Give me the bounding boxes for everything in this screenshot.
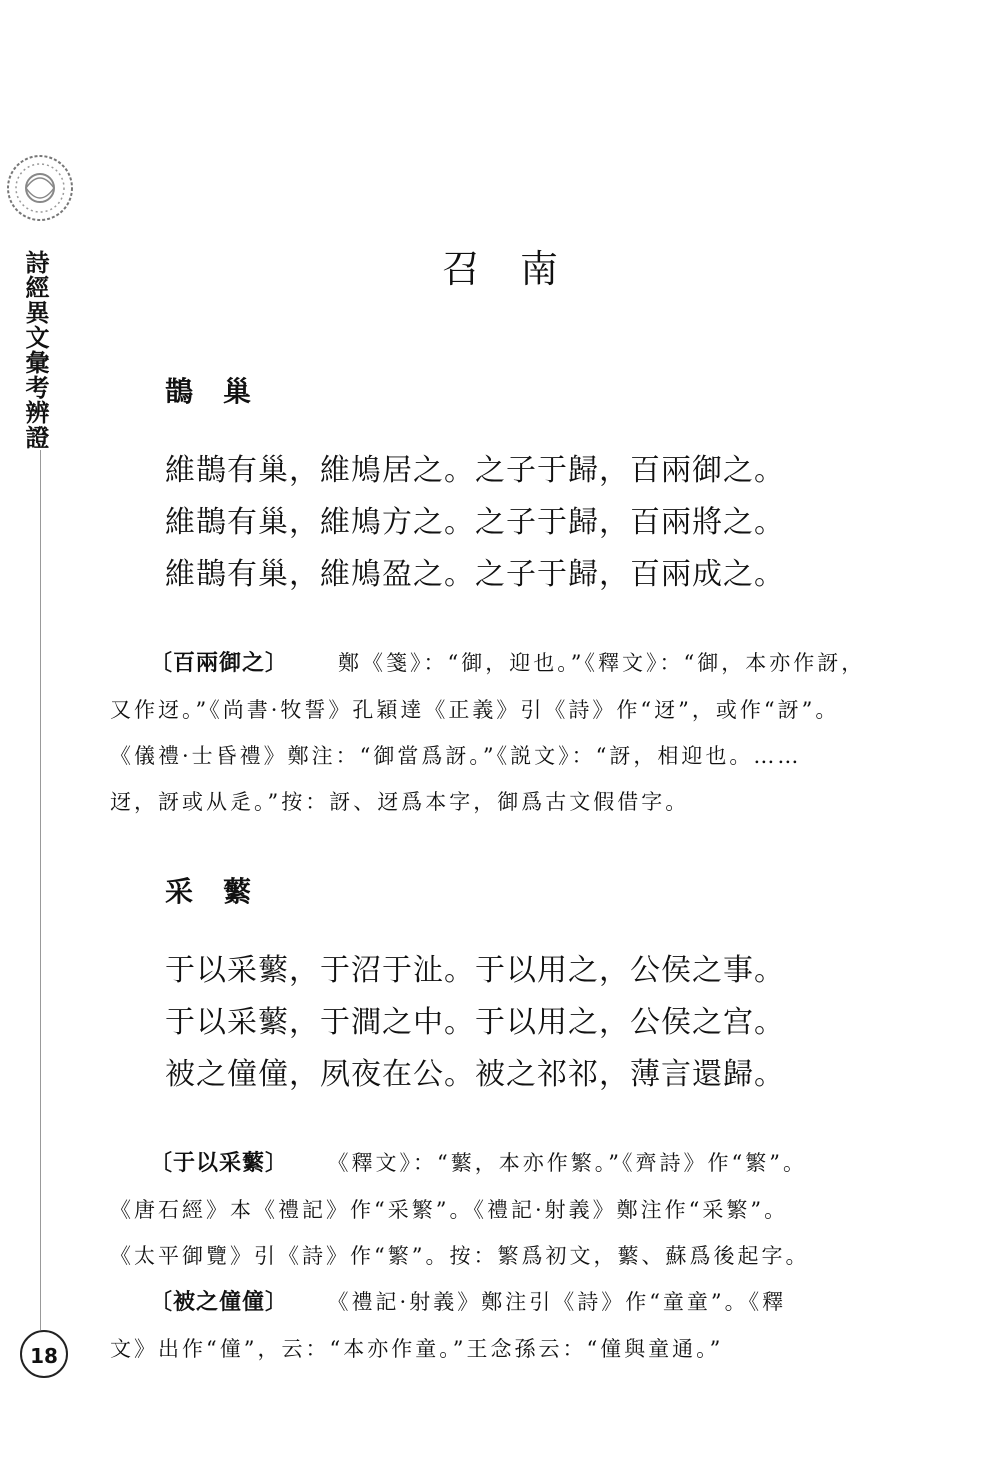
annotation-text: 《釋文》：“蘩，本亦作繁。”《齊詩》作“繁”。 <box>338 1151 807 1175</box>
annotation-text: 《唐石經》本《禮記》作“采繁”。《禮記·射義》鄭注作“采繁”。 <box>110 1198 789 1222</box>
annotation-text: 鄭《箋》：“御，迎也。”《釋文》：“御，本亦作訝， <box>338 651 866 675</box>
poem-line: 維鵲有巢，維鳩盈之。之子于歸，百兩成之。 <box>165 557 785 592</box>
annotation-text: 又作迓。”《尚書·牧誓》孔穎達《正義》引《詩》作“迓”，或作“訝”。 <box>110 698 840 722</box>
page-number: 18 <box>20 1330 68 1378</box>
annotation-text: 《儀禮·士昏禮》鄭注：“御當爲訝。”《説文》：“訝，相迎也。…… <box>110 744 802 768</box>
poem-line: 被之僮僮，夙夜在公。被之祁祁，薄言還歸。 <box>165 1057 785 1092</box>
annotation-text: 迓，訝或从辵。”按：訝、迓爲本字，御爲古文假借字。 <box>110 790 690 814</box>
poem-line: 于以采蘩，于沼于沚。于以用之，公侯之事。 <box>165 953 785 988</box>
poem-line: 維鵲有巢，維鳩居之。之子于歸，百兩御之。 <box>165 453 785 488</box>
chapter-title: 召南 <box>441 247 598 291</box>
annotation-text: 文》出作“僮”，云：“本亦作童。”王念孫云：“僮與童通。” <box>110 1337 724 1361</box>
annotation-text: 《太平御覽》引《詩》作“繁”。按：繁爲初文，蘩、蘇爲後起字。 <box>110 1244 810 1268</box>
poem-line: 于以采蘩，于澗之中。于以用之，公侯之宫。 <box>165 1005 785 1040</box>
book-title-vertical: 詩經異文彙考辨證 <box>21 250 49 450</box>
annotation-block <box>110 640 870 825</box>
annotation-heading: 〔被之僮僮〕 <box>150 1290 289 1315</box>
annotation-heading: 〔百兩御之〕 <box>150 651 289 676</box>
poem-title-queichao: 鵲巢 <box>165 375 282 408</box>
annotation-heading: 〔于以采蘩〕 <box>150 1151 289 1176</box>
margin-rule <box>40 450 41 1330</box>
poem-line: 維鵲有巢，維鳩方之。之子于歸，百兩將之。 <box>165 505 785 540</box>
seal-ornament-icon <box>4 152 76 224</box>
annotation-block <box>110 1140 870 1372</box>
annotation-text: 《禮記·射義》鄭注引《詩》作“童童”。《釋 <box>338 1290 787 1314</box>
poem-title-caifan: 采蘩 <box>165 875 282 908</box>
